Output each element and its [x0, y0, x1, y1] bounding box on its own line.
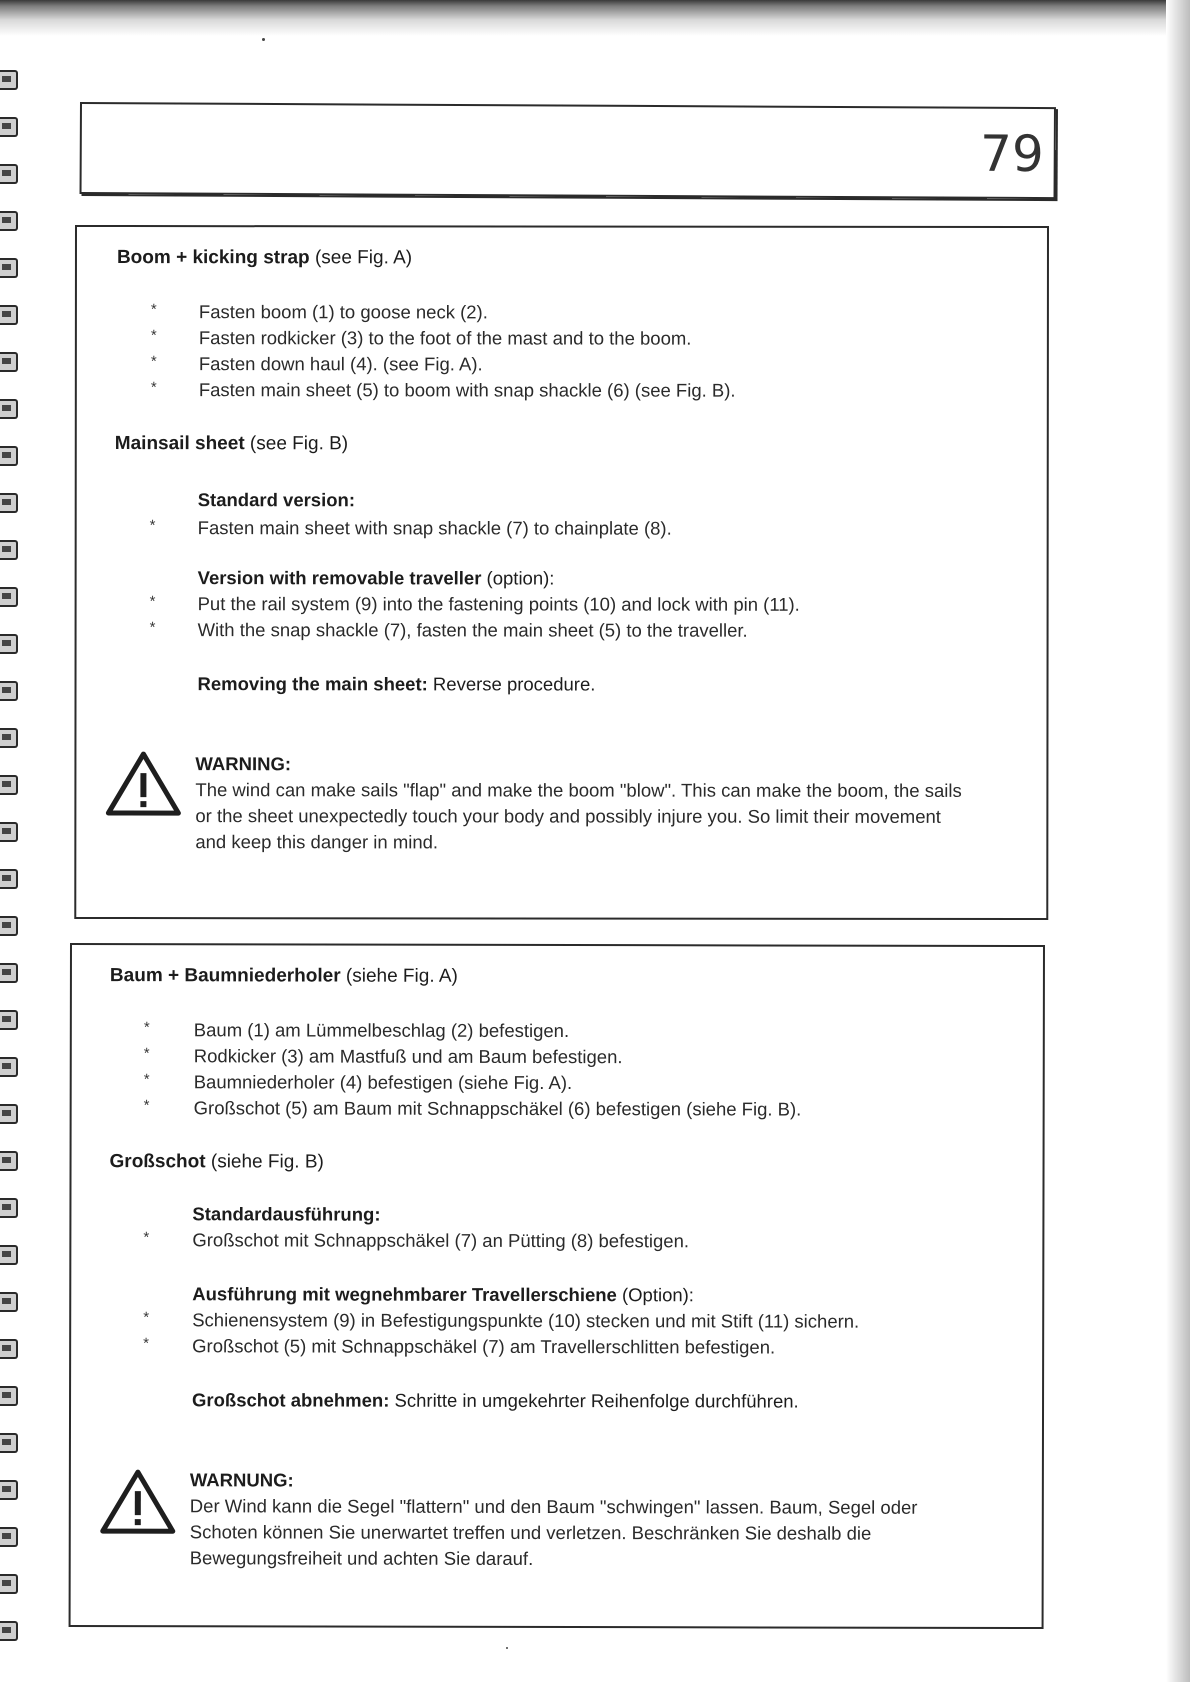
scan-speck: [262, 38, 265, 41]
bullet-star: *: [143, 1045, 150, 1063]
binding-ring: [0, 1574, 18, 1594]
binding-ring: [0, 1527, 18, 1547]
baum-step-4: Großschot (5) am Baum mit Schnappschäkel (6) befestigen (siehe Fig. B).: [193, 1097, 802, 1120]
binding-ring: [0, 540, 18, 560]
binding-ring: [0, 117, 18, 137]
binding-ring: [0, 1433, 18, 1453]
page-number: 79: [979, 124, 1044, 184]
warning-line-1: Der Wind kann die Segel "flattern" und den Baum "schwingen" lassen. Baum, Segel oder: [189, 1495, 918, 1518]
bullet-star: *: [143, 1309, 150, 1327]
bullet-star: *: [143, 1229, 150, 1247]
traveller-step-1: Schienensystem (9) in Befestigungspunkte (10) stecken und mit Stift (11) sichern.: [192, 1309, 860, 1332]
standard-version-label: Standardausführung:: [192, 1203, 381, 1225]
bullet-star: *: [149, 517, 156, 535]
binding-ring: [0, 1339, 18, 1359]
binding-ring: [0, 1621, 18, 1641]
baum-step-2: Rodkicker (3) am Mastfuß und am Baum befestigen.: [193, 1045, 623, 1068]
spiral-binding: [0, 60, 22, 1680]
warning-line-2: or the sheet unexpectedly touch your body and possibly injure you. So limit their movement: [195, 805, 941, 827]
page-header-box: [80, 102, 1056, 199]
warning-triangle-icon: [99, 1467, 177, 1537]
binding-ring: [0, 681, 18, 701]
binding-ring: [0, 446, 18, 466]
binding-ring: [0, 869, 18, 889]
boom-step-3: Fasten down haul (4). (see Fig. A).: [198, 353, 483, 375]
traveller-step-2: With the snap shackle (7), fasten the main sheet (5) to the traveller.: [197, 619, 748, 641]
boom-step-4: Fasten main sheet (5) to boom with snap shackle (6) (see Fig. B).: [198, 379, 736, 401]
boom-step-1: Fasten boom (1) to goose neck (2).: [198, 301, 488, 323]
binding-ring: [0, 1292, 18, 1312]
binding-ring: [0, 352, 18, 372]
binding-ring: [0, 1057, 18, 1077]
standard-step-1: Fasten main sheet with snap shackle (7) to chainplate (8).: [197, 517, 672, 539]
bullet-star: *: [143, 1019, 150, 1037]
binding-ring: [0, 728, 18, 748]
scan-right-edge: [1166, 0, 1190, 1682]
binding-ring: [0, 1198, 18, 1218]
binding-ring: [0, 164, 18, 184]
binding-ring: [0, 1010, 18, 1030]
mainsail-heading: Mainsail sheet (see Fig. B): [114, 433, 349, 455]
binding-ring: [0, 1104, 18, 1124]
binding-ring: [0, 587, 18, 607]
traveller-version-label: Version with removable traveller (option):: [197, 567, 555, 589]
removing-main-sheet: Großschot abnehmen: Schritte in umgekehrter Reihenfolge durchführen.: [192, 1389, 799, 1412]
bullet-star: *: [143, 1097, 150, 1115]
binding-ring: [0, 634, 18, 654]
removing-main-sheet: Removing the main sheet: Reverse procedure.: [197, 673, 596, 695]
boom-heading: Boom + kicking strap (see Fig. A): [116, 247, 413, 269]
binding-ring: [0, 305, 18, 325]
grossschot-heading: Großschot (siehe Fig. B): [109, 1151, 324, 1173]
binding-ring: [0, 1480, 18, 1500]
english-instructions-panel: [74, 225, 1049, 920]
warning-line-1: The wind can make sails "flap" and make the boom "blow". This can make the boom, the sails: [195, 779, 962, 801]
binding-ring: [0, 399, 18, 419]
baum-step-1: Baum (1) am Lümmelbeschlag (2) befestigen.: [193, 1019, 570, 1042]
german-instructions-panel: [69, 943, 1045, 1629]
warning-title: WARNUNG:: [189, 1469, 294, 1491]
standard-version-label: Standard version:: [197, 489, 356, 511]
bullet-star: *: [150, 353, 157, 371]
boom-step-2: Fasten rodkicker (3) to the foot of the mast and to the boom.: [198, 327, 692, 349]
warning-line-3: and keep this danger in mind.: [195, 831, 439, 853]
warning-title: WARNING:: [195, 753, 292, 775]
binding-ring: [0, 963, 18, 983]
bullet-star: *: [143, 1335, 150, 1353]
traveller-step-2: Großschot (5) mit Schnappschäkel (7) am Travellerschlitten befestigen.: [192, 1335, 776, 1358]
bullet-star: *: [143, 1071, 150, 1089]
binding-ring: [0, 822, 18, 842]
binding-ring: [0, 1386, 18, 1406]
standard-step-1: Großschot mit Schnappschäkel (7) an Pütting (8) befestigen.: [192, 1229, 690, 1252]
binding-ring: [0, 211, 18, 231]
binding-ring: [0, 1245, 18, 1265]
binding-ring: [0, 916, 18, 936]
warning-line-2: Schoten können Sie unerwartet treffen und verletzen. Beschränken Sie deshalb die: [189, 1521, 872, 1544]
bullet-star: *: [150, 379, 157, 397]
bullet-star: *: [150, 327, 157, 345]
bullet-star: *: [149, 619, 156, 637]
traveller-version-label: Ausführung mit wegnehmbarer Travellerschiene (Option):: [192, 1283, 694, 1306]
baum-heading: Baum + Baumniederholer (siehe Fig. A): [109, 965, 458, 987]
warning-text: [190, 1493, 918, 1573]
bullet-star: *: [149, 593, 156, 611]
warning-triangle-icon: [104, 749, 182, 819]
traveller-step-1: Put the rail system (9) into the fastening points (10) and lock with pin (11).: [197, 593, 800, 615]
binding-ring: [0, 258, 18, 278]
binding-ring: [0, 493, 18, 513]
scan-speck: [506, 1647, 508, 1649]
binding-ring: [0, 775, 18, 795]
baum-step-3: Baumniederholer (4) befestigen (siehe Fig. A).: [193, 1071, 573, 1094]
warning-line-3: Bewegungsfreiheit und achten Sie darauf.: [189, 1547, 534, 1569]
binding-ring: [0, 1151, 18, 1171]
binding-ring: [0, 70, 18, 90]
warning-text: [195, 777, 961, 856]
bullet-star: *: [150, 301, 157, 319]
scan-top-shadow: [0, 0, 1190, 36]
